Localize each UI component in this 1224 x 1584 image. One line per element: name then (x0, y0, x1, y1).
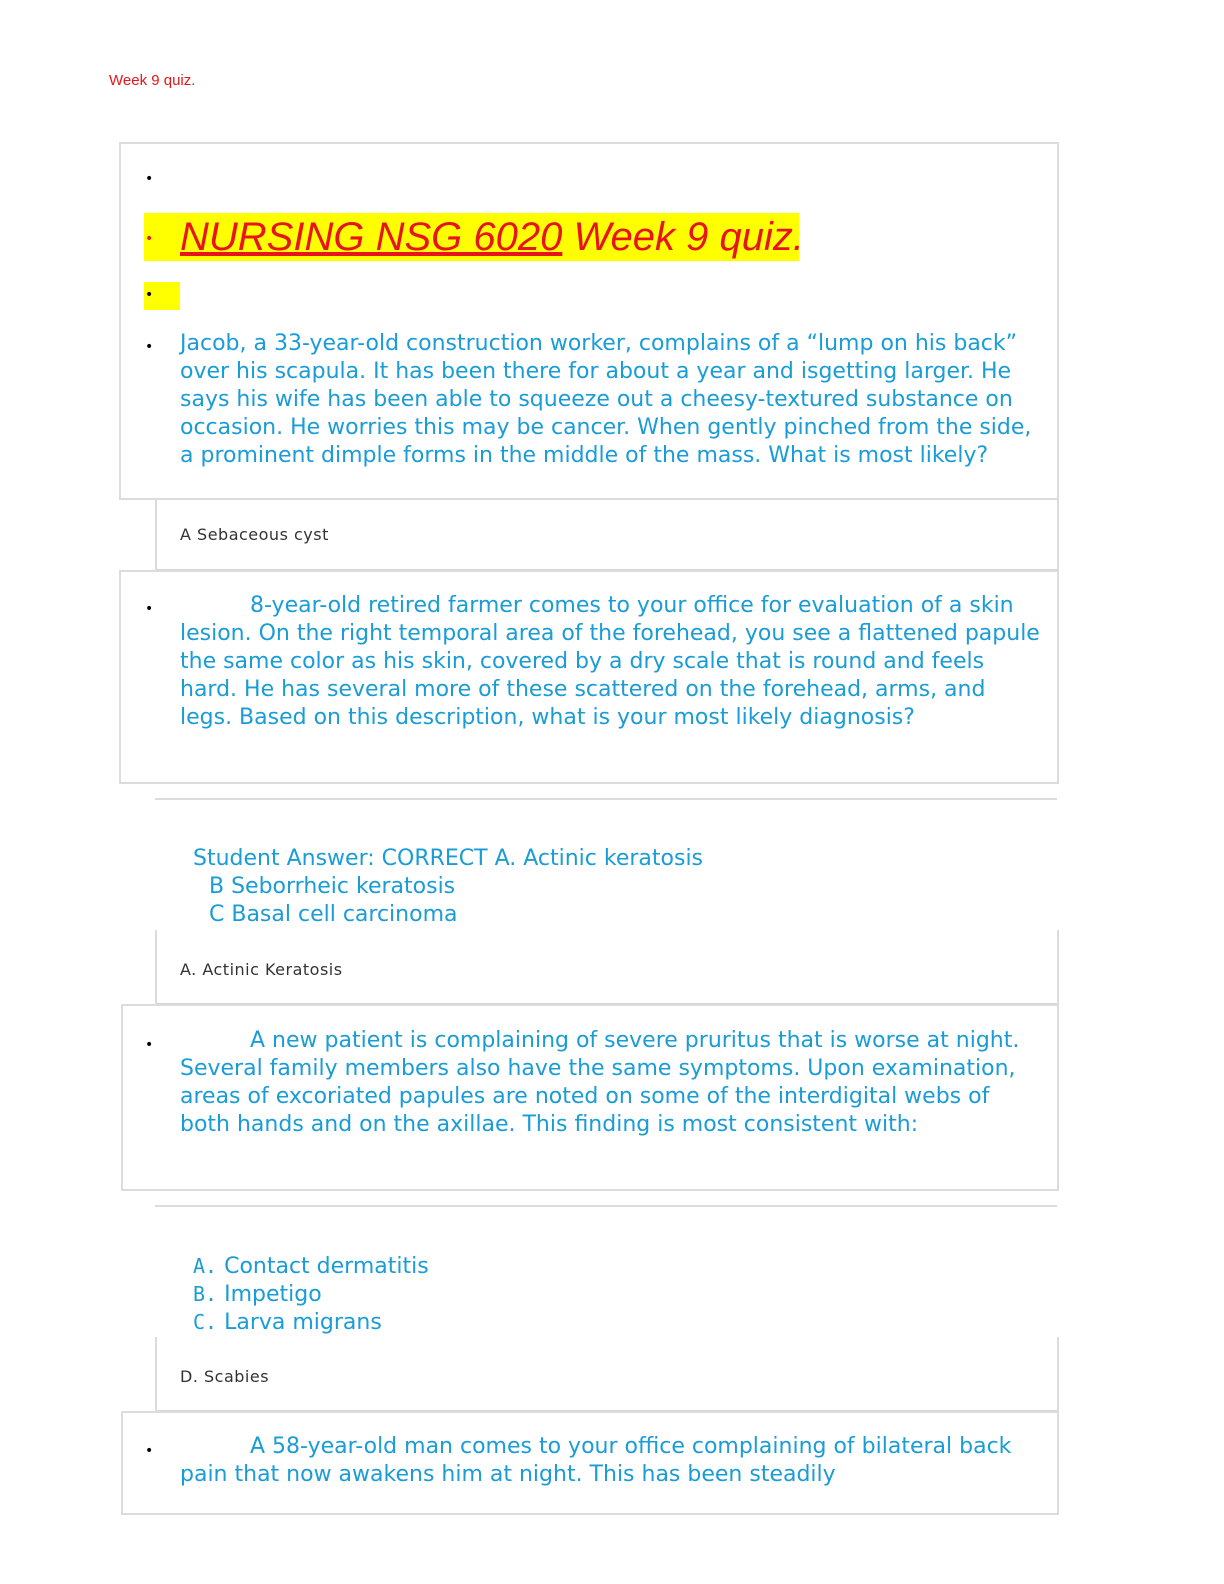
answer-3-box (155, 1337, 1059, 1413)
option-a (193, 1252, 429, 1281)
option-letter: B. (193, 1282, 218, 1306)
header-note: Week 9 quiz. (109, 72, 196, 89)
option-text: Impetigo (224, 1282, 322, 1307)
divider (155, 798, 1057, 800)
answer-2-text: A. Actinic Keratosis (180, 960, 343, 979)
question-3-bullet: • (145, 1037, 154, 1053)
option-b (193, 1280, 322, 1309)
page-title (180, 213, 804, 261)
option-c (193, 1308, 382, 1337)
divider-2 (155, 1205, 1057, 1207)
option-text: Contact dermatitis (224, 1254, 429, 1279)
course-code: NURSING NSG 6020 (180, 215, 563, 259)
question-3-text: A new patient is complaining of severe pruritus that is worse at night. Several family members also have the same symptoms. Upon examination, areas of excoriated papules are noted on some of the interdigital webs of both hands and on the axillae. This finding is most consistent with: (180, 1028, 1020, 1137)
title-bullet: • (145, 231, 154, 247)
question-2-bullet: • (145, 601, 154, 617)
question-4-text: A 58-year-old man comes to your office complaining of bilateral back pain that now awakens him at night. This has been steadily (180, 1434, 1012, 1487)
student-answer: Student Answer: CORRECT A. Actinic keratosis (193, 846, 704, 871)
option-text: Larva migrans (224, 1310, 382, 1335)
option-letter: C. (193, 1310, 218, 1334)
empty-bullet-2: • (145, 287, 154, 303)
option-b: B Seborrheic keratosis (209, 874, 456, 899)
answer-1-text: A Sebaceous cyst (180, 525, 329, 544)
question-2-text: 8-year-old retired farmer comes to your office for evaluation of a skin lesion. On the right temporal area of the forehead, you see a flattened papule the same color as his skin, covered by a dry scale that is round and feels hard. He has several more of these scattered on the forehead, arms, and legs. Based on this description, what is your most likely diagnosis? (180, 593, 1040, 730)
empty-bullet: • (145, 171, 154, 187)
option-c: C Basal cell carcinoma (209, 902, 458, 927)
question-1-text: Jacob, a 33-year-old construction worker, complains of a “lump on his back” over his scapula. It has been there for about a year and isgetting larger. He says his wife has been able to squeeze out a cheesy-textured substance on occasion. He worries this may be cancer. When gently pinched from the side, a prominent dimple forms in the middle of the mass. What is most likely? (180, 331, 1032, 468)
question-4-bullet: • (145, 1443, 154, 1459)
title-rest: Week 9 quiz. (562, 215, 804, 259)
answer-3-text: D. Scabies (180, 1367, 270, 1386)
option-letter: A. (193, 1254, 218, 1278)
question-1-bullet: • (145, 339, 154, 355)
